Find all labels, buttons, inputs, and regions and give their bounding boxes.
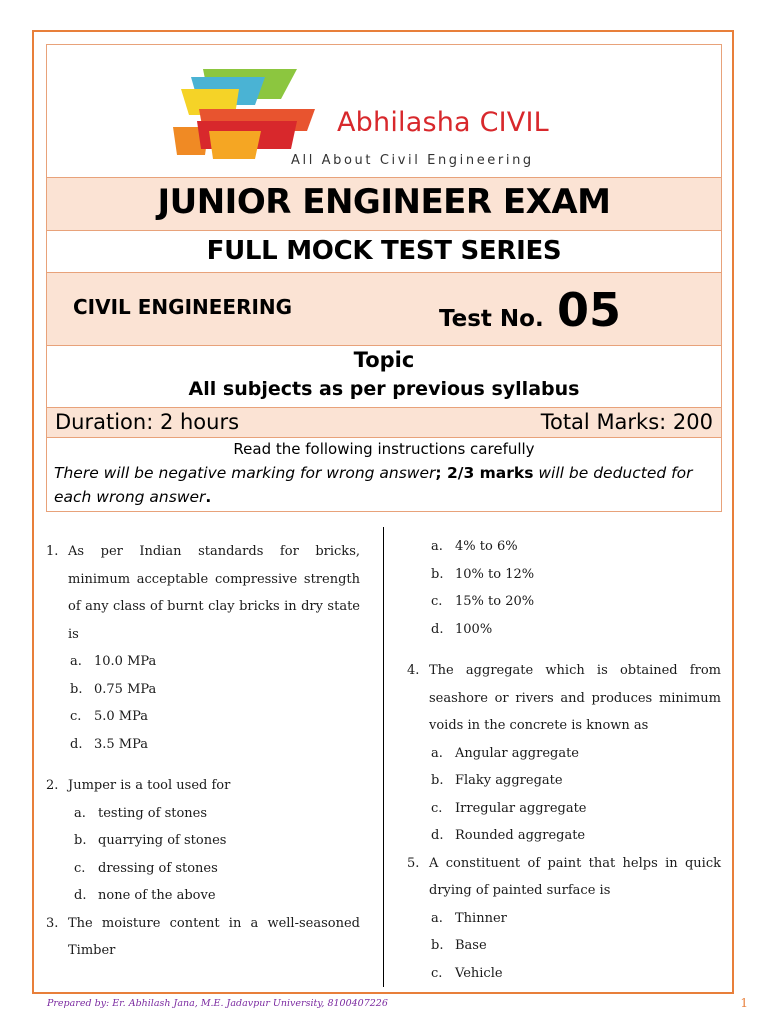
option: a. testing of stones: [74, 805, 208, 821]
header-box: [46, 44, 722, 512]
right-column: [407, 533, 721, 987]
topic-label: Topic: [353, 348, 415, 372]
instructions-heading: Read the following instructions carefully: [233, 440, 535, 458]
question-text: As per Indian standards for bricks, minimum acceptable compressive strength of any class of burnt clay bricks in dry state is: [68, 544, 360, 642]
test-no-value: 05: [557, 283, 622, 337]
option: a. 4% to 6%: [431, 539, 518, 554]
option: d. Rounded aggregate: [431, 828, 586, 843]
topic-value: All subjects as per previous syllabus: [188, 378, 580, 400]
option: a. Thinner: [431, 910, 507, 926]
exam-title: JUNIOR ENGINEER EXAM: [157, 182, 611, 222]
option: b. 0.75 MPa: [70, 681, 157, 697]
option: c. 5.0 MPa: [70, 709, 149, 724]
column-divider: [383, 527, 384, 987]
subject-label: CIVIL ENGINEERING: [73, 295, 293, 319]
total-marks: Total Marks: 200: [540, 410, 713, 434]
topic-band: [47, 345, 721, 407]
question-3: 3. The moisture content in a well-seasoned Timber: [46, 910, 360, 965]
page-number: 1: [740, 996, 748, 1010]
question-text: Jumper is a tool used for: [68, 778, 231, 793]
option: c. Vehicle: [431, 965, 503, 981]
abhilasha-civil-logo-icon: [169, 69, 329, 159]
test-no-label: Test No.: [439, 306, 544, 332]
brand-tagline: All About Civil Engineering: [291, 153, 534, 168]
duration-band: [47, 407, 721, 437]
option: a. 10.0 MPa: [70, 654, 157, 669]
option: c. Irregular aggregate: [431, 800, 587, 816]
left-column: [46, 538, 360, 965]
option: c. dressing of stones: [74, 860, 218, 876]
option: d. none of the above: [74, 888, 216, 903]
question-4: 4. The aggregate which is obtained from seashore or rivers and produces minimum voids in the concrete is known as: [407, 657, 721, 740]
question-text: A constituent of paint that helps in quick drying of painted surface is: [429, 855, 721, 898]
duration: Duration: 2 hours: [55, 410, 240, 434]
option: a. Angular aggregate: [431, 745, 580, 761]
option: b. Flaky aggregate: [431, 773, 563, 788]
question-5: 5. A constituent of paint that helps in quick drying of painted surface is: [407, 850, 721, 905]
instructions-text: There will be negative marking for wrong answer; 2/3 marks will be deducted for each wrong answer.: [54, 464, 693, 506]
series-title-band: [47, 230, 721, 272]
footer-prepared-by: Prepared by: Er. Abhilash Jana, M.E. Jadavpur University, 8100407226: [47, 998, 388, 1009]
series-title: FULL MOCK TEST SERIES: [206, 236, 562, 266]
brand-name: Abhilasha CIVIL: [337, 107, 549, 138]
option: d. 3.5 MPa: [70, 736, 149, 752]
option: b. 10% to 12%: [431, 566, 535, 582]
question-1: 1. As per Indian standards for bricks, minimum acceptable compressive strength of any class of burnt clay bricks in dry state is: [46, 538, 360, 648]
question-text: The moisture content in a well-seasoned Timber: [68, 915, 360, 958]
logo-area: [47, 45, 721, 177]
question-2: 2. Jumper is a tool used for: [46, 772, 360, 800]
option: c. 15% to 20%: [431, 594, 535, 609]
option: b. quarrying of stones: [74, 833, 227, 848]
question-text: The aggregate which is obtained from seashore or rivers and produces minimum voids in the concrete is known as: [429, 663, 721, 733]
subject-band: [47, 272, 721, 345]
instructions-band: [47, 437, 721, 511]
exam-title-band: [47, 177, 721, 230]
option: d. 100%: [431, 621, 493, 637]
option: b. Base: [431, 938, 487, 953]
